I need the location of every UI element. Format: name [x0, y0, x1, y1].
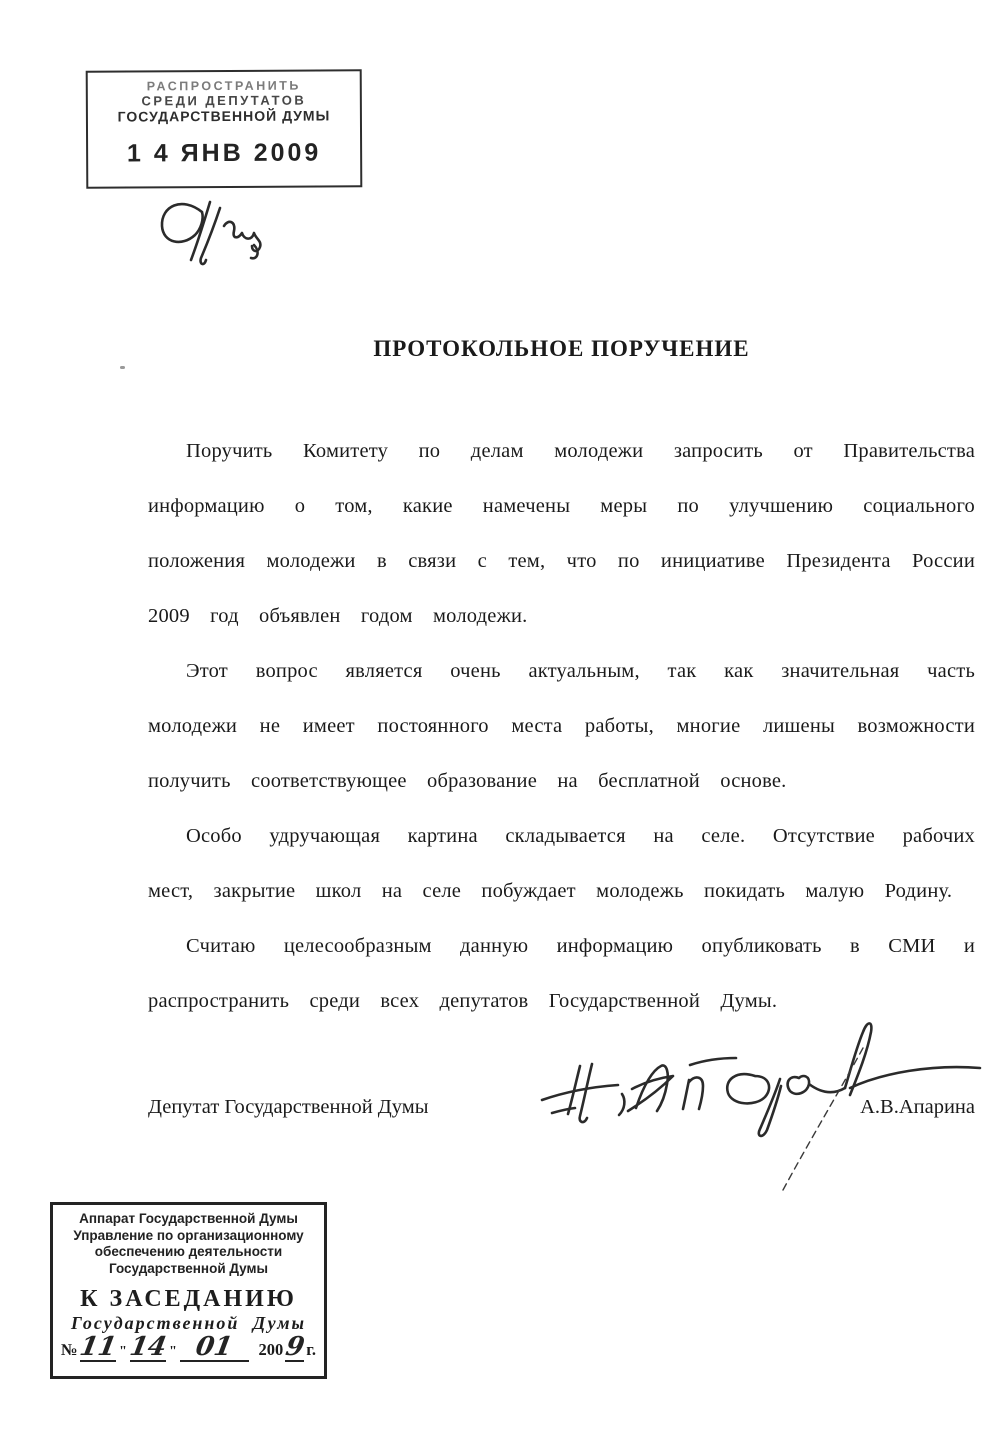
- stamp-org-lines: [53, 1211, 324, 1277]
- body-paragraph: Считаю целесообразным данную информацию опубликовать в СМИ и распространить среди всех депутатов Государственной Думы.: [148, 935, 975, 1012]
- stamp-session-title: К ЗАСЕДАНИЮ: [80, 1286, 297, 1312]
- session-number-field: 11: [77, 1332, 119, 1362]
- body-paragraph: Особо удручающая картина складывается на селе. Отсутствие рабочих мест, закрытие школ на селе побуждает молодежь покидать малую Родину.: [148, 825, 975, 902]
- year-field: 9: [283, 1332, 307, 1362]
- body-paragraph: Поручить Комитету по делам молодежи запросить от Правительства информацию о том, какие намечены меры по улучшению социального положения молодежи в связи с тем, что по инициативе Президента России 2009 год объявлен годом молодежи.: [148, 440, 975, 627]
- year-suffix: г.: [306, 1340, 316, 1359]
- signer-role: Депутат Государственной Думы: [148, 1096, 429, 1118]
- document-body: [148, 424, 975, 1029]
- stamp-org-line: Управление по организационному: [73, 1227, 304, 1243]
- stamp-org-line: Государственной Думы: [108, 1260, 269, 1276]
- distribution-stamp: [86, 69, 363, 188]
- stamp-org-line: обеспечению деятельности: [94, 1244, 283, 1259]
- year-prefix: 200: [258, 1340, 284, 1359]
- signing-row: [148, 1096, 975, 1119]
- stamp-line: ГОСУДАРСТВЕННОЙ ДУМЫ: [117, 107, 331, 125]
- stamp-session-subtitle: Государственной Думы: [70, 1313, 307, 1333]
- day-field: 14: [127, 1332, 169, 1362]
- document-title: ПРОТОКОЛЬНОЕ ПОРУЧЕНИЕ: [373, 336, 750, 361]
- quote-mark: ": [169, 1344, 177, 1359]
- month-field: 01: [180, 1335, 249, 1362]
- stamp-line-faded: РАСПРОСТРАНИТЬ: [146, 78, 301, 94]
- scan-artifact: [120, 366, 125, 369]
- clerk-signature: [148, 194, 298, 274]
- quote-mark: ": [119, 1344, 127, 1359]
- signer-name: А.В.Апарина: [860, 1096, 975, 1118]
- number-sign: №: [61, 1340, 78, 1359]
- deputy-signature: [540, 1018, 985, 1228]
- stamp-number-row: [53, 1334, 324, 1362]
- body-paragraph: Этот вопрос является очень актуальным, так как значительная часть молодежи не имеет постоянного места работы, многие лишены возможности получить соответствующее образование на бесплатной основе.: [148, 660, 975, 792]
- stamp-date: 1 4 ЯНВ 2009: [126, 138, 322, 168]
- stamp-line: СРЕДИ ДЕПУТАТОВ: [141, 92, 307, 109]
- stamp-org-line: Аппарат Государственной Думы: [79, 1211, 298, 1226]
- registration-stamp: [50, 1202, 327, 1379]
